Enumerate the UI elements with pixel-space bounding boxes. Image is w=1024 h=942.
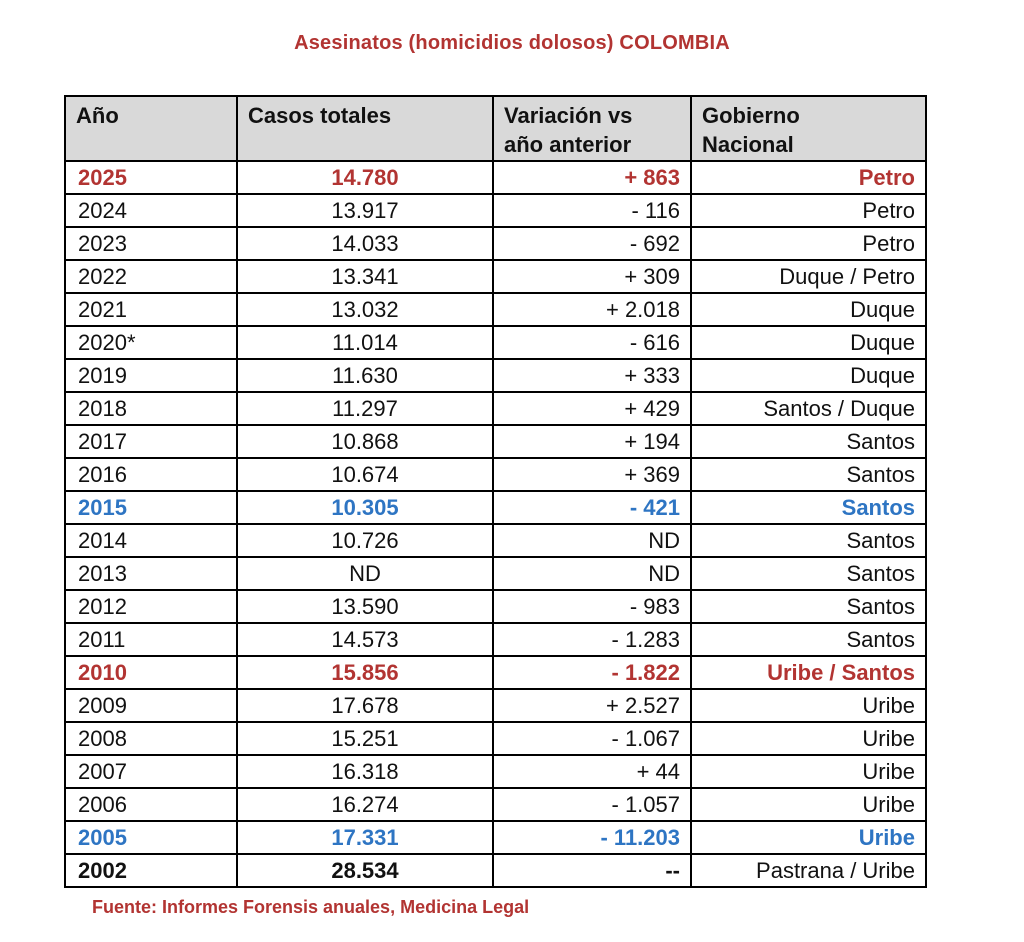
- cell-variation: - 1.822: [493, 656, 691, 689]
- cell-government: Petro: [691, 161, 926, 194]
- cell-cases: 16.274: [237, 788, 493, 821]
- cell-government: Santos: [691, 425, 926, 458]
- cell-cases: 11.630: [237, 359, 493, 392]
- cell-variation: + 863: [493, 161, 691, 194]
- cell-government: Pastrana / Uribe: [691, 854, 926, 887]
- table-row-2011: [65, 623, 926, 656]
- cell-government: Uribe: [691, 788, 926, 821]
- header-variation: [493, 96, 691, 161]
- table-row-2002: [65, 854, 926, 887]
- cell-year: 2013: [65, 557, 237, 590]
- cell-year: 2015: [65, 491, 237, 524]
- cell-government: Santos: [691, 458, 926, 491]
- header-year-line1: Año: [76, 103, 119, 128]
- cell-year: 2008: [65, 722, 237, 755]
- cell-cases: ND: [237, 557, 493, 590]
- cell-cases: 10.305: [237, 491, 493, 524]
- cell-variation: - 1.057: [493, 788, 691, 821]
- cell-variation: - 1.067: [493, 722, 691, 755]
- cell-cases: 17.331: [237, 821, 493, 854]
- cell-year: 2002: [65, 854, 237, 887]
- cell-government: Santos: [691, 491, 926, 524]
- cell-variation: + 194: [493, 425, 691, 458]
- page-title: Asesinatos (homicidios dolosos) COLOMBIA: [294, 32, 730, 54]
- cell-year: 2012: [65, 590, 237, 623]
- cell-variation: ND: [493, 524, 691, 557]
- cell-government: Santos: [691, 524, 926, 557]
- cell-cases: 28.534: [237, 854, 493, 887]
- table-row-2008: [65, 722, 926, 755]
- cell-year: 2021: [65, 293, 237, 326]
- cell-government: Duque: [691, 293, 926, 326]
- table-row-2021: [65, 293, 926, 326]
- cell-cases: 13.341: [237, 260, 493, 293]
- cell-year: 2018: [65, 392, 237, 425]
- table-row-2018: [65, 392, 926, 425]
- cell-year: 2009: [65, 689, 237, 722]
- cell-variation: + 429: [493, 392, 691, 425]
- table-row-2019: [65, 359, 926, 392]
- cell-cases: 11.014: [237, 326, 493, 359]
- cell-government: Santos / Duque: [691, 392, 926, 425]
- table-row-2009: [65, 689, 926, 722]
- cell-cases: 13.917: [237, 194, 493, 227]
- cell-variation: --: [493, 854, 691, 887]
- cell-variation: - 692: [493, 227, 691, 260]
- cell-year: 2011: [65, 623, 237, 656]
- cell-year: 2016: [65, 458, 237, 491]
- table-row-2017: [65, 425, 926, 458]
- table-row-2012: [65, 590, 926, 623]
- table-row-2013: [65, 557, 926, 590]
- table-row-2005: [65, 821, 926, 854]
- cell-year: 2017: [65, 425, 237, 458]
- table-row-2006: [65, 788, 926, 821]
- cell-year: 2024: [65, 194, 237, 227]
- cell-year: 2020*: [65, 326, 237, 359]
- cell-government: Petro: [691, 227, 926, 260]
- cell-variation: + 2.018: [493, 293, 691, 326]
- header-row: [65, 96, 926, 161]
- source-note: Fuente: Informes Forensis anuales, Medicina Legal: [92, 897, 530, 917]
- cell-cases: 10.674: [237, 458, 493, 491]
- cell-year: 2014: [65, 524, 237, 557]
- table-row-2015: [65, 491, 926, 524]
- cell-year: 2006: [65, 788, 237, 821]
- homicides-table: [64, 95, 927, 888]
- cell-cases: 13.032: [237, 293, 493, 326]
- cell-government: Duque: [691, 326, 926, 359]
- cell-variation: + 369: [493, 458, 691, 491]
- cell-variation: - 11.203: [493, 821, 691, 854]
- table-row-2024: [65, 194, 926, 227]
- cell-government: Uribe: [691, 689, 926, 722]
- header-total-cases-line1: Casos totales: [248, 103, 392, 128]
- cell-government: Uribe: [691, 722, 926, 755]
- cell-cases: 16.318: [237, 755, 493, 788]
- cell-cases: 17.678: [237, 689, 493, 722]
- cell-variation: - 983: [493, 590, 691, 623]
- header-government-line2: Nacional: [702, 132, 794, 157]
- table-row-2016: [65, 458, 926, 491]
- cell-variation: ND: [493, 557, 691, 590]
- cell-variation: + 333: [493, 359, 691, 392]
- table-row-2023: [65, 227, 926, 260]
- header-government: [691, 96, 926, 161]
- cell-government: Petro: [691, 194, 926, 227]
- table-row-2007: [65, 755, 926, 788]
- cell-year: 2007: [65, 755, 237, 788]
- cell-cases: 14.573: [237, 623, 493, 656]
- cell-year: 2022: [65, 260, 237, 293]
- table-row-2022: [65, 260, 926, 293]
- cell-government: Uribe: [691, 821, 926, 854]
- cell-government: Duque / Petro: [691, 260, 926, 293]
- cell-cases: 14.033: [237, 227, 493, 260]
- cell-variation: - 1.283: [493, 623, 691, 656]
- cell-government: Santos: [691, 590, 926, 623]
- cell-year: 2010: [65, 656, 237, 689]
- table-row-2010: [65, 656, 926, 689]
- cell-government: Santos: [691, 557, 926, 590]
- cell-cases: 15.251: [237, 722, 493, 755]
- cell-variation: - 421: [493, 491, 691, 524]
- cell-year: 2025: [65, 161, 237, 194]
- cell-government: Uribe / Santos: [691, 656, 926, 689]
- cell-cases: 14.780: [237, 161, 493, 194]
- cell-cases: 15.856: [237, 656, 493, 689]
- table-header: [65, 96, 926, 161]
- header-year: [65, 96, 237, 161]
- cell-year: 2023: [65, 227, 237, 260]
- cell-variation: - 116: [493, 194, 691, 227]
- cell-cases: 13.590: [237, 590, 493, 623]
- header-government-line1: Gobierno: [702, 103, 800, 128]
- cell-variation: + 2.527: [493, 689, 691, 722]
- cell-year: 2005: [65, 821, 237, 854]
- cell-cases: 10.726: [237, 524, 493, 557]
- cell-variation: + 44: [493, 755, 691, 788]
- cell-variation: + 309: [493, 260, 691, 293]
- table-row-2025: [65, 161, 926, 194]
- table-body: [65, 161, 926, 887]
- header-variation-line2: año anterior: [504, 132, 632, 157]
- cell-government: Uribe: [691, 755, 926, 788]
- cell-cases: 10.868: [237, 425, 493, 458]
- table-row-2020: [65, 326, 926, 359]
- cell-variation: - 616: [493, 326, 691, 359]
- cell-government: Duque: [691, 359, 926, 392]
- cell-cases: 11.297: [237, 392, 493, 425]
- header-variation-line1: Variación vs: [504, 103, 633, 128]
- header-total-cases: [237, 96, 493, 161]
- table-row-2014: [65, 524, 926, 557]
- cell-year: 2019: [65, 359, 237, 392]
- cell-government: Santos: [691, 623, 926, 656]
